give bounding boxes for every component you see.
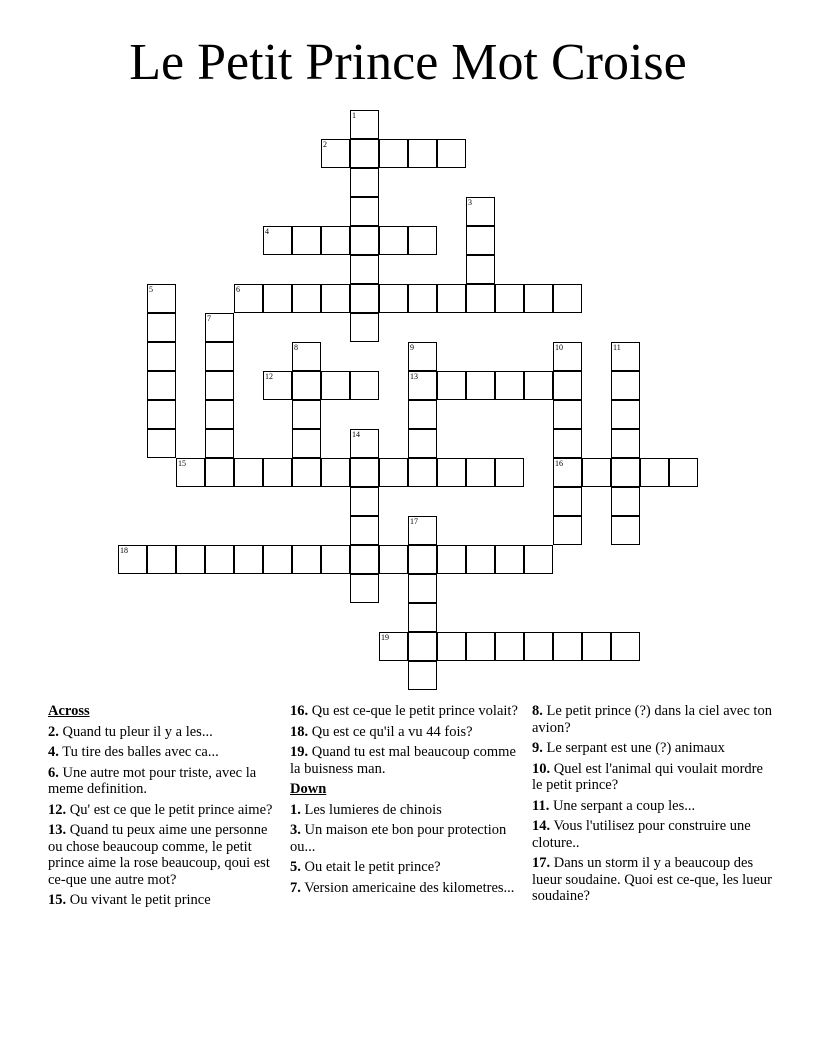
clue-item [532, 855, 772, 905]
grid-cell[interactable] [553, 516, 582, 545]
clue-number: 17 [410, 517, 418, 526]
clue-number-label: 5. [290, 859, 301, 875]
clue-number-label: 2. [48, 723, 59, 740]
clue-number: 3 [468, 198, 472, 207]
clue-text: Quel est l'animal qui voulait mordre le petit prince? [532, 760, 763, 793]
clue-text: Quand tu est mal beaucoup comme la buisness man. [290, 744, 516, 777]
grid-cell[interactable] [321, 458, 350, 487]
grid-cell[interactable] [408, 458, 437, 487]
grid-cell[interactable] [292, 400, 321, 429]
clue-text: Les lumieres de chinois [300, 801, 442, 818]
grid-cell[interactable] [350, 110, 379, 139]
clue-number: 1 [352, 111, 356, 120]
clue-item [532, 761, 772, 794]
grid-cell[interactable] [205, 313, 234, 342]
grid-cell[interactable] [234, 545, 263, 574]
grid-cell[interactable] [350, 574, 379, 603]
section-heading: Down [290, 781, 327, 797]
grid-cell[interactable] [176, 545, 205, 574]
clue-item [290, 703, 520, 720]
grid-cell[interactable] [321, 284, 350, 313]
clue-number: 5 [149, 285, 153, 294]
page-title: Le Petit Prince Mot Croise [129, 34, 687, 91]
grid-cell[interactable] [379, 139, 408, 168]
clue-item [290, 802, 520, 819]
grid-cell[interactable] [611, 371, 640, 400]
clue-text: Qu est ce qu'il a vu 44 fois? [308, 723, 473, 740]
clue-number-label: 4. [48, 744, 59, 760]
grid-cell[interactable] [292, 371, 321, 400]
grid-cell[interactable] [408, 342, 437, 371]
grid-cell[interactable] [292, 429, 321, 458]
clue-item [532, 740, 772, 757]
clue-number-label: 17. [532, 855, 551, 871]
clue-text: Un maison ete bon pour protection ou... [290, 822, 507, 855]
clue-number-label: 12. [48, 801, 67, 818]
clue-item [290, 744, 520, 777]
grid-cell[interactable] [495, 632, 524, 661]
grid-cell[interactable] [147, 342, 176, 371]
clue-item [48, 802, 273, 819]
clue-number: 16 [555, 459, 563, 468]
grid-cell[interactable] [147, 284, 176, 313]
grid-cell[interactable] [263, 284, 292, 313]
grid-cell[interactable] [176, 458, 205, 487]
grid-cell[interactable] [582, 632, 611, 661]
clue-number-label: 18. [290, 723, 309, 740]
clue-number: 19 [381, 633, 389, 642]
clue-number: 18 [120, 546, 128, 555]
grid-cell[interactable] [408, 400, 437, 429]
grid-cell[interactable] [147, 313, 176, 342]
clue-number: 8 [294, 343, 298, 352]
clue-number: 11 [613, 343, 621, 352]
grid-cell[interactable] [147, 371, 176, 400]
grid-cell[interactable] [582, 458, 611, 487]
grid-cell[interactable] [408, 661, 437, 690]
grid-cell[interactable] [350, 226, 379, 255]
clue-text: Quand tu pleur il y a les... [58, 723, 213, 740]
grid-cell[interactable] [466, 284, 495, 313]
clue-number-label: 11. [532, 797, 550, 814]
grid-cell[interactable] [466, 545, 495, 574]
grid-cell[interactable] [611, 429, 640, 458]
clue-number: 15 [178, 459, 186, 468]
grid-cell[interactable] [437, 371, 466, 400]
grid-cell[interactable] [408, 574, 437, 603]
grid-cell[interactable] [321, 139, 350, 168]
clue-number-label: 14. [532, 818, 551, 834]
grid-cell[interactable] [118, 545, 147, 574]
grid-cell[interactable] [292, 458, 321, 487]
grid-cell[interactable] [350, 371, 379, 400]
grid-cell[interactable] [292, 545, 321, 574]
clue-text: Une serpant a coup les... [549, 797, 696, 814]
clue-text: Quand tu peux aime une personne ou chose beaucoup comme, le petit prince aime la rose beaucoup, qoui est ce-que une autre mot? [48, 822, 270, 888]
clue-number-label: 19. [290, 744, 309, 760]
grid-cell[interactable] [379, 284, 408, 313]
grid-cell[interactable] [437, 139, 466, 168]
grid-cell[interactable] [147, 400, 176, 429]
grid-cell[interactable] [553, 632, 582, 661]
grid-cell[interactable] [611, 632, 640, 661]
grid-cell[interactable] [466, 458, 495, 487]
clue-item [532, 818, 772, 851]
grid-cell[interactable] [437, 545, 466, 574]
grid-cell[interactable] [553, 458, 582, 487]
grid-cell[interactable] [350, 139, 379, 168]
clue-item [532, 703, 772, 736]
grid-cell[interactable] [408, 139, 437, 168]
clue-item [290, 724, 520, 741]
clue-item [290, 880, 520, 897]
grid-cell[interactable] [350, 197, 379, 226]
clue-number-label: 3. [290, 822, 301, 838]
grid-cell[interactable] [205, 458, 234, 487]
grid-cell[interactable] [263, 371, 292, 400]
grid-cell[interactable] [408, 429, 437, 458]
clue-item [290, 859, 520, 876]
grid-cell[interactable] [408, 603, 437, 632]
clue-number: 12 [265, 372, 273, 381]
grid-cell[interactable] [147, 545, 176, 574]
grid-cell[interactable] [263, 226, 292, 255]
grid-cell[interactable] [234, 284, 263, 313]
clue-item [290, 822, 520, 855]
grid-cell[interactable] [350, 487, 379, 516]
clue-column-1 [48, 703, 273, 913]
grid-cell[interactable] [495, 545, 524, 574]
grid-cell[interactable] [524, 632, 553, 661]
grid-cell[interactable] [495, 371, 524, 400]
grid-cell[interactable] [553, 487, 582, 516]
grid-cell[interactable] [205, 429, 234, 458]
grid-cell[interactable] [292, 226, 321, 255]
clue-number-label: 9. [532, 740, 543, 756]
grid-cell[interactable] [292, 342, 321, 371]
grid-cell[interactable] [205, 400, 234, 429]
clue-text: Le petit prince (?) dans la ciel avec ton avion? [532, 703, 772, 736]
clue-number-label: 16. [290, 703, 309, 719]
clue-number: 6 [236, 285, 240, 294]
clue-number-label: 10. [532, 760, 551, 777]
grid-cell[interactable] [350, 458, 379, 487]
grid-cell[interactable] [408, 516, 437, 545]
clue-text: Le serpant est une (?) animaux [542, 740, 725, 756]
clue-number-label: 6. [48, 764, 59, 781]
grid-cell[interactable] [669, 458, 698, 487]
grid-cell[interactable] [611, 342, 640, 371]
grid-cell[interactable] [611, 487, 640, 516]
grid-cell[interactable] [640, 458, 669, 487]
clue-number: 7 [207, 314, 211, 323]
clue-number-label: 7. [290, 879, 301, 896]
clue-number-label: 15. [48, 892, 67, 908]
clue-column-2 [290, 703, 520, 900]
grid-cell[interactable] [524, 284, 553, 313]
clue-item [48, 744, 273, 761]
grid-cell[interactable] [379, 226, 408, 255]
grid-cell[interactable] [321, 545, 350, 574]
grid-cell[interactable] [408, 632, 437, 661]
grid-cell[interactable] [205, 371, 234, 400]
clue-item [48, 765, 273, 798]
grid-cell[interactable] [437, 458, 466, 487]
clue-number-label: 8. [532, 703, 543, 719]
grid-cell[interactable] [379, 545, 408, 574]
grid-cell[interactable] [350, 168, 379, 197]
grid-cell[interactable] [466, 371, 495, 400]
clue-number-label: 1. [290, 801, 301, 818]
grid-cell[interactable] [321, 226, 350, 255]
grid-cell[interactable] [234, 458, 263, 487]
grid-cell[interactable] [350, 516, 379, 545]
clue-number: 4 [265, 227, 269, 236]
grid-cell[interactable] [379, 458, 408, 487]
grid-cell[interactable] [379, 632, 408, 661]
grid-cell[interactable] [553, 371, 582, 400]
clue-text: Vous l'utilisez pour construire une cloture.. [532, 818, 751, 851]
grid-cell[interactable] [437, 284, 466, 313]
grid-cell[interactable] [408, 545, 437, 574]
grid-cell[interactable] [437, 632, 466, 661]
grid-cell[interactable] [553, 342, 582, 371]
grid-cell[interactable] [495, 458, 524, 487]
grid-cell[interactable] [553, 284, 582, 313]
grid-cell[interactable] [350, 545, 379, 574]
clue-number: 13 [410, 372, 418, 381]
grid-cell[interactable] [466, 226, 495, 255]
grid-cell[interactable] [466, 255, 495, 284]
grid-cell[interactable] [553, 400, 582, 429]
grid-cell[interactable] [321, 371, 350, 400]
clue-number: 10 [555, 343, 563, 352]
grid-cell[interactable] [553, 429, 582, 458]
clue-item [48, 892, 273, 909]
grid-cell[interactable] [524, 371, 553, 400]
grid-cell[interactable] [350, 255, 379, 284]
clue-number: 2 [323, 140, 327, 149]
clue-text: Ou vivant le petit prince [66, 892, 211, 908]
clue-text: Qu est ce-que le petit prince volait? [308, 703, 518, 719]
grid-cell[interactable] [524, 545, 553, 574]
grid-cell[interactable] [350, 429, 379, 458]
clue-text: Tu tire des balles avec ca... [58, 744, 219, 760]
clue-number: 9 [410, 343, 414, 352]
clue-text: Dans un storm il y a beaucoup des lueur soudaine. Quoi est ce-que, les lueur soudaine? [532, 855, 772, 904]
clue-text: Qu' est ce que le petit prince aime? [66, 801, 273, 818]
section-heading: Across [48, 703, 90, 719]
grid-cell[interactable] [350, 313, 379, 342]
clue-item [48, 724, 273, 741]
clue-item [48, 822, 273, 888]
clue-number-label: 13. [48, 822, 67, 838]
grid-cell[interactable] [147, 429, 176, 458]
grid-cell[interactable] [205, 342, 234, 371]
grid-cell[interactable] [408, 226, 437, 255]
grid-cell[interactable] [263, 458, 292, 487]
grid-cell[interactable] [495, 284, 524, 313]
clue-item [532, 798, 772, 815]
clue-text: Une autre mot pour triste, avec la meme definition. [48, 764, 257, 797]
grid-cell[interactable] [408, 371, 437, 400]
clue-column-3 [532, 703, 772, 909]
grid-cell[interactable] [611, 400, 640, 429]
grid-cell[interactable] [263, 545, 292, 574]
grid-cell[interactable] [350, 284, 379, 313]
grid-cell[interactable] [205, 545, 234, 574]
grid-cell[interactable] [408, 284, 437, 313]
grid-cell[interactable] [292, 284, 321, 313]
grid-cell[interactable] [611, 458, 640, 487]
clue-number: 14 [352, 430, 360, 439]
grid-cell[interactable] [466, 632, 495, 661]
clue-text: Version americaine des kilometres... [300, 879, 515, 896]
grid-cell[interactable] [611, 516, 640, 545]
clue-text: Ou etait le petit prince? [300, 859, 441, 875]
grid-cell[interactable] [466, 197, 495, 226]
